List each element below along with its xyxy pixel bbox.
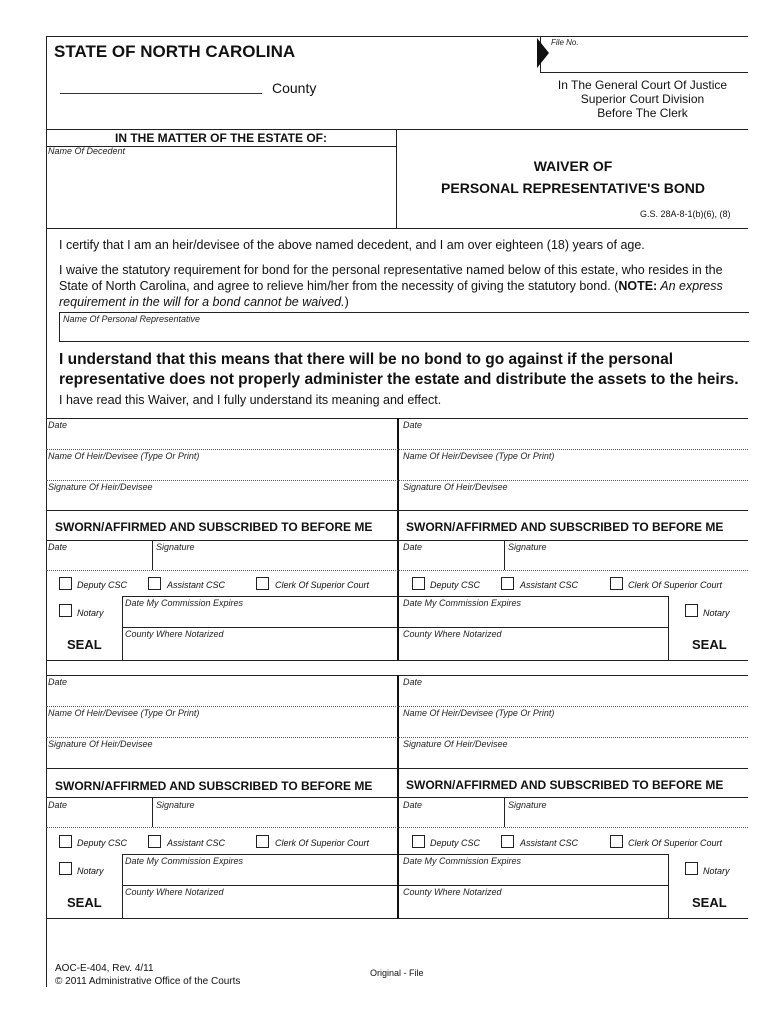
b1-right-clerk-label: Clerk Of Superior Court xyxy=(628,580,723,590)
state-title: STATE OF NORTH CAROLINA xyxy=(54,42,296,61)
b1-notary-line xyxy=(46,570,748,571)
b2-right-sig-divider xyxy=(504,797,505,827)
b1-right-notary-sig-label: Signature xyxy=(508,542,547,552)
b1-right-clerk-checkbox[interactable] xyxy=(610,577,623,590)
b1-right-assistant-checkbox[interactable] xyxy=(501,577,514,590)
title-bottom-line xyxy=(46,228,748,229)
b1-left-commission-label: Date My Commission Expires xyxy=(125,598,244,608)
b2-right-comm-top xyxy=(398,854,668,855)
b1-right-name-label: Name Of Heir/Devisee (Type Or Print) xyxy=(403,451,555,461)
b1-left-sig-field[interactable] xyxy=(48,492,393,510)
read-statement: I have read this Waiver, and I fully understand its meaning and effect. xyxy=(59,393,442,407)
b2-right-notary-sig-label: Signature xyxy=(508,800,547,810)
file-no-label: File No. xyxy=(551,38,579,47)
b1-line-3 xyxy=(46,510,748,511)
b2-right-clerk-checkbox[interactable] xyxy=(610,835,623,848)
title-line-1: WAIVER OF xyxy=(533,158,613,174)
b1-right-county-label: County Where Notarized xyxy=(403,629,502,639)
b2-left-comm-top xyxy=(122,854,397,855)
b1-left-notary-date-label: Date xyxy=(48,542,68,552)
form-title xyxy=(398,155,748,199)
copyright: © 2011 Administrative Office of the Courts xyxy=(55,976,241,987)
b1-left-deputy-label: Deputy CSC xyxy=(77,580,128,590)
b1-right-notary-checkbox[interactable] xyxy=(685,604,698,617)
statute-ref: G.S. 28A-8-1(b)(6), (8) xyxy=(640,209,731,219)
b2-right-assistant-checkbox[interactable] xyxy=(501,835,514,848)
b1-left-date-label: Date xyxy=(48,420,68,430)
b2-right-sig-field[interactable] xyxy=(403,749,743,767)
b1-right-county-top xyxy=(398,627,668,628)
b1-right-deputy-checkbox[interactable] xyxy=(412,577,425,590)
b2-line-2 xyxy=(46,737,748,738)
b1-right-sig-label: Signature Of Heir/Devisee xyxy=(403,482,508,492)
top-border xyxy=(46,36,540,37)
b1-right-seal-divider xyxy=(668,596,669,660)
b2-right-assistant-label: Assistant CSC xyxy=(520,838,579,848)
court-block xyxy=(540,78,745,120)
b1-right-notary-label: Notary xyxy=(703,608,730,618)
b2-left-notary-label: Notary xyxy=(77,866,104,876)
certify-text: I certify that I am an heir/devisee of the above named decedent, and I am over eighteen (18) years of age. xyxy=(59,238,645,252)
b1-left-assistant-label: Assistant CSC xyxy=(167,580,226,590)
matter-top-line xyxy=(46,129,748,130)
b2-line-1 xyxy=(46,706,748,707)
title-line-2: PERSONAL REPRESENTATIVE'S BOND xyxy=(441,180,705,196)
b2-right-sworn: SWORN/AFFIRMED AND SUBSCRIBED TO BEFORE ME xyxy=(406,778,724,792)
b1-left-seal-divider xyxy=(122,596,123,660)
b1-right-commission-label: Date My Commission Expires xyxy=(403,598,522,608)
b2-left-notary-sig-label: Signature xyxy=(156,800,195,810)
block2-bottom xyxy=(46,918,748,919)
decedent-field[interactable] xyxy=(60,160,380,220)
b1-left-date-field[interactable] xyxy=(48,430,393,448)
b2-left-date-field[interactable] xyxy=(48,687,393,705)
b1-right-deputy-label: Deputy CSC xyxy=(430,580,481,590)
b2-left-seal-divider xyxy=(122,854,123,918)
block1-center-divider xyxy=(397,418,399,660)
b2-left-sig-field[interactable] xyxy=(48,749,393,767)
b1-left-clerk-checkbox[interactable] xyxy=(256,577,269,590)
b2-left-sig-divider xyxy=(152,797,153,827)
b2-right-date-field[interactable] xyxy=(403,687,743,705)
matter-heading: IN THE MATTER OF THE ESTATE OF: xyxy=(115,131,327,145)
b1-left-sig-divider xyxy=(152,540,153,570)
b1-left-seal: SEAL xyxy=(67,637,102,652)
form-id-block xyxy=(55,962,240,988)
decedent-label: Name Of Decedent xyxy=(48,146,126,156)
b2-left-name-label: Name Of Heir/Devisee (Type Or Print) xyxy=(48,708,200,718)
original-file: Original - File xyxy=(370,968,424,978)
court-line-1: In The General Court Of Justice xyxy=(557,78,728,92)
b1-left-name-label: Name Of Heir/Devisee (Type Or Print) xyxy=(48,451,200,461)
b1-left-assistant-checkbox[interactable] xyxy=(148,577,161,590)
understand-statement xyxy=(59,350,739,390)
b2-left-county-label: County Where Notarized xyxy=(125,887,224,897)
b2-left-date-label: Date xyxy=(48,677,68,687)
b2-left-sig-label: Signature Of Heir/Devisee xyxy=(48,739,153,749)
waive-line-1: I waive the statutory requirement for bond for the personal representative named below of this estate, who resides in the xyxy=(59,263,723,277)
b2-right-deputy-checkbox[interactable] xyxy=(412,835,425,848)
b1-left-county-label: County Where Notarized xyxy=(125,629,224,639)
b1-right-date-label: Date xyxy=(403,420,423,430)
b2-right-seal: SEAL xyxy=(692,895,727,910)
county-label: County xyxy=(272,80,317,96)
b2-left-county-top xyxy=(122,885,397,886)
b1-left-county-top xyxy=(122,627,397,628)
b1-right-comm-top xyxy=(398,596,668,597)
b2-right-county-label: County Where Notarized xyxy=(403,887,502,897)
county-field[interactable] xyxy=(60,93,262,94)
court-line-2: Superior Court Division xyxy=(580,92,705,106)
waive-line-3: requirement in the will for a bond cannot be waived.) xyxy=(59,295,349,309)
b1-left-deputy-checkbox[interactable] xyxy=(59,577,72,590)
b1-right-name-field[interactable] xyxy=(403,461,743,479)
b2-left-deputy-label: Deputy CSC xyxy=(77,838,128,848)
b1-left-name-field[interactable] xyxy=(48,461,393,479)
b2-line-3 xyxy=(46,768,748,769)
b1-left-notary-sig-label: Signature xyxy=(156,542,195,552)
b1-right-sig-divider xyxy=(504,540,505,570)
understand-line-2: representative does not properly administer the estate and distribute the assets to the heirs. xyxy=(59,371,739,388)
b1-left-clerk-label: Clerk Of Superior Court xyxy=(275,580,370,590)
b1-right-sig-field[interactable] xyxy=(403,492,743,510)
b2-right-name-field[interactable] xyxy=(403,718,743,736)
b2-left-clerk-label: Clerk Of Superior Court xyxy=(275,838,370,848)
b2-right-deputy-label: Deputy CSC xyxy=(430,838,481,848)
pr-name-label: Name Of Personal Representative xyxy=(63,314,201,324)
file-no-bottom xyxy=(540,72,748,73)
b2-left-seal: SEAL xyxy=(67,895,102,910)
b1-right-seal: SEAL xyxy=(692,637,727,652)
b2-right-notary-label: Notary xyxy=(703,866,730,876)
b2-right-notary-checkbox[interactable] xyxy=(685,862,698,875)
b2-right-commission-label: Date My Commission Expires xyxy=(403,856,522,866)
b1-left-notary-checkbox[interactable] xyxy=(59,604,72,617)
b2-right-date-label: Date xyxy=(403,677,423,687)
b2-right-county-top xyxy=(398,885,668,886)
b1-line-1 xyxy=(46,449,748,450)
file-no-border xyxy=(540,36,748,37)
b2-right-sig-label: Signature Of Heir/Devisee xyxy=(403,739,508,749)
b1-right-assistant-label: Assistant CSC xyxy=(520,580,579,590)
b1-left-sworn: SWORN/AFFIRMED AND SUBSCRIBED TO BEFORE ME xyxy=(55,520,373,534)
b2-right-clerk-label: Clerk Of Superior Court xyxy=(628,838,723,848)
b2-right-name-label: Name Of Heir/Devisee (Type Or Print) xyxy=(403,708,555,718)
b2-right-seal-divider xyxy=(668,854,669,918)
arrow-marker-icon xyxy=(537,38,549,68)
b1-left-sig-label: Signature Of Heir/Devisee xyxy=(48,482,153,492)
b1-left-comm-top xyxy=(122,596,397,597)
b1-left-notary-label: Notary xyxy=(77,608,104,618)
court-line-3: Before The Clerk xyxy=(597,106,688,120)
b2-left-name-field[interactable] xyxy=(48,718,393,736)
b2-left-sworn: SWORN/AFFIRMED AND SUBSCRIBED TO BEFORE ME xyxy=(55,779,373,793)
b2-notary-line xyxy=(46,827,748,828)
form-id: AOC-E-404, Rev. 4/11 xyxy=(55,963,154,974)
b2-left-commission-label: Date My Commission Expires xyxy=(125,856,244,866)
understand-line-1: I understand that this means that there will be no bond to go against if the personal xyxy=(59,351,674,368)
b2-left-deputy-checkbox[interactable] xyxy=(59,835,72,848)
b2-left-clerk-checkbox[interactable] xyxy=(256,835,269,848)
b2-left-assistant-checkbox[interactable] xyxy=(148,835,161,848)
b2-right-notary-date-label: Date xyxy=(403,800,423,810)
b2-left-assistant-label: Assistant CSC xyxy=(167,838,226,848)
matter-divider xyxy=(396,129,397,229)
block1-bottom xyxy=(46,660,748,661)
left-border xyxy=(46,36,47,987)
b1-line-2 xyxy=(46,480,748,481)
b1-right-date-field[interactable] xyxy=(403,430,743,448)
waive-line-2: State of North Carolina, and agree to relieve him/her from the necessity of giving the statutory bond. (NOTE: An express xyxy=(59,279,723,293)
b2-left-notary-date-label: Date xyxy=(48,800,68,810)
b1-right-sworn: SWORN/AFFIRMED AND SUBSCRIBED TO BEFORE ME xyxy=(406,520,724,534)
b2-left-notary-checkbox[interactable] xyxy=(59,862,72,875)
b1-right-notary-date-label: Date xyxy=(403,542,423,552)
